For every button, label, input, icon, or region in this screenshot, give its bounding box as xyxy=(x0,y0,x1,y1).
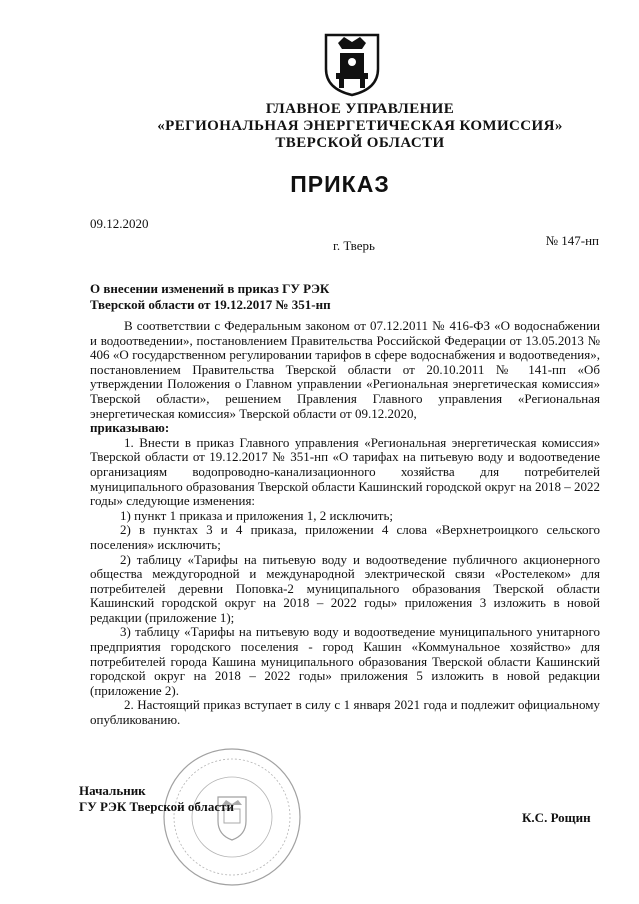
item-2-paragraph: 2. Настоящий приказ вступает в силу с 1 января 2021 года и подлежит официальному опубликованию. xyxy=(90,697,600,728)
org-name-line3: ТВЕРСКОЙ ОБЛАСТИ xyxy=(275,135,445,151)
document-city: г. Тверь xyxy=(333,238,375,253)
subitem-2: 2) в пунктах 3 и 4 приказа, приложении 4 слова «Верхнетроицкого сельского поселения» исключить; xyxy=(90,522,600,552)
preamble-paragraph: В соответствии с Федеральным законом от 07.12.2011 № 416-ФЗ «О водоснабжении и водоотведении», постановлением Правительства Российской Федерации от 13.05.2013 № 406 «О государственном регулировании тарифов в сфере водоснабжения и водоотведения», постановлением Правительства Тверской области от 20.10.2011 № 141-пп «Об утверждении Положения о Главном управлении «Региональная энергетическая комиссия» Тверской области», решением Правления Главного управления «Региональная энергетическая комиссия» Тверской области от 09.12.2020, xyxy=(90,318,600,421)
subject-line1: О внесении изменений в приказ ГУ РЭК xyxy=(90,281,330,296)
order-word: приказываю: xyxy=(90,420,170,436)
org-name-line2: «РЕГИОНАЛЬНАЯ ЭНЕРГЕТИЧЕСКАЯ КОМИССИЯ» xyxy=(157,118,563,134)
document-number: № 147-нп xyxy=(545,233,599,248)
subitem-1: 1) пункт 1 приказа и приложения 1, 2 исключить; xyxy=(120,507,393,523)
document-body xyxy=(90,319,600,728)
document-date: 09.12.2020 xyxy=(90,216,149,231)
position-line1: Начальник xyxy=(79,783,146,798)
signatory-name: К.С. Рощин xyxy=(522,810,591,825)
org-name-line1: ГЛАВНОЕ УПРАВЛЕНИЕ xyxy=(265,101,455,117)
document-subject xyxy=(90,281,390,313)
coat-of-arms-icon xyxy=(322,31,382,97)
official-seal-icon xyxy=(160,745,305,890)
subitem-3: 2) таблицу «Тарифы на питьевую воду и водоотведение публичного акционерного общества междугородной и международной электрической связи «Ростелеком» для потребителей деревни Поповка-2 муниципального образования Тверской области Кашинский городской округ на 2018 – 2022 годы» приложения 3 изложить в новой редакции (приложение 1); xyxy=(90,551,600,625)
position-line2: ГУ РЭК Тверской области xyxy=(79,799,234,814)
item-1-paragraph: 1. Внести в приказ Главного управления «Региональная энергетическая комиссия» Тверской области от 19.12.2017 № 351-нп «О тарифах на питьевую воду и водоотведение организациям водопроводно-канализационного хозяйства для потребителей муниципального образования Тверской области Кашинский городской округ на 2018 – 2022 годы» следующие изменения: xyxy=(90,434,600,509)
subject-line2: Тверской области от 19.12.2017 № 351-нп xyxy=(90,297,331,312)
subitem-4: 3) таблицу «Тарифы на питьевую воду и водоотведение муниципального унитарного предприятия городского поселения - город Кашин «Коммунальное хозяйство» для потребителей города Кашина муниципального образования Тверской области Кашинский городской округ на 2018 – 2022 годы» приложения 5 изложить в новой редакции (приложение 2). xyxy=(90,624,600,698)
signatory-position xyxy=(79,783,234,815)
document-title: ПРИКАЗ xyxy=(290,171,390,197)
